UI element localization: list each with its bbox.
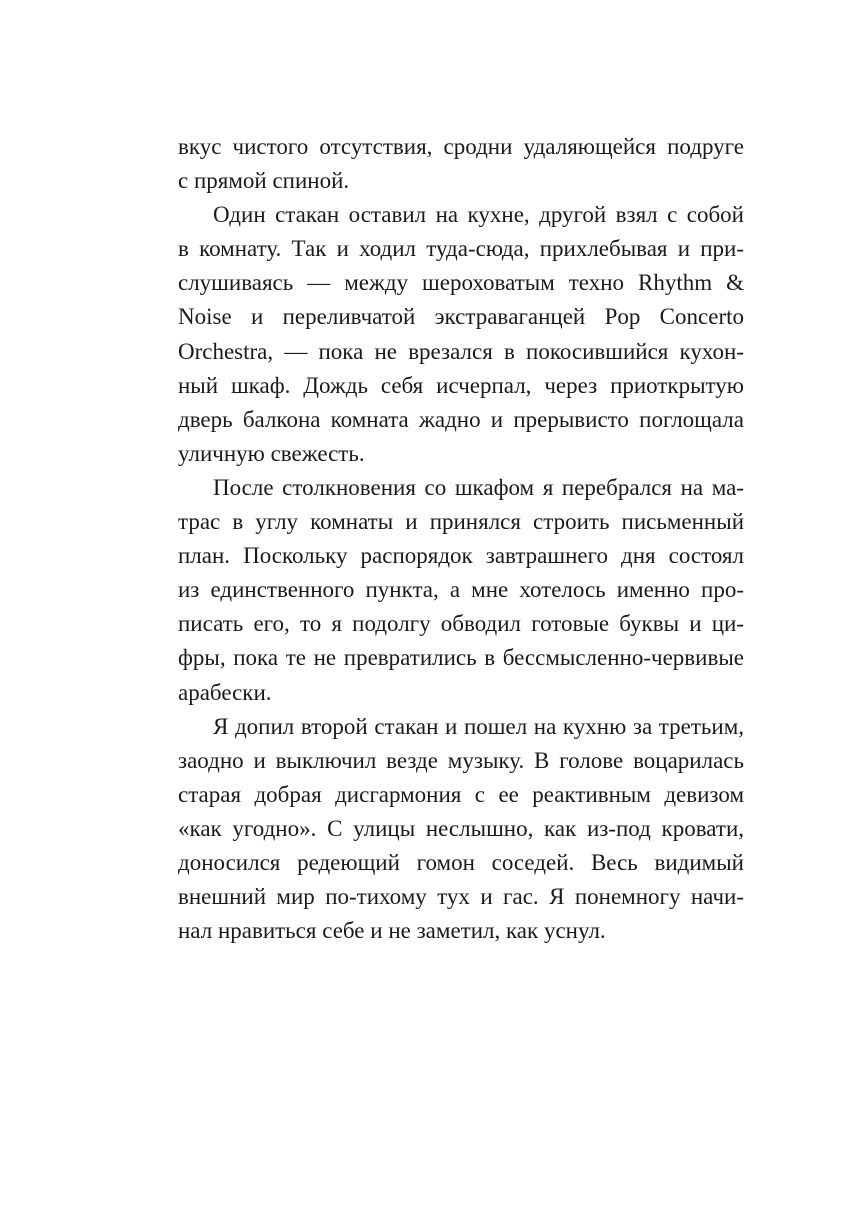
text-line: вкус чистого отсутствия, сродни удаляющейся подруге xyxy=(178,134,744,159)
text-line: внешний мир по-тихому тух и гас. Я понемногу начи- xyxy=(178,884,744,910)
text-line: дверь балкона комната жадно и прерывисто поглощала xyxy=(178,406,744,432)
paragraph-2 xyxy=(178,198,744,471)
text-line: из единственного пункта, а мне хотелось именно про- xyxy=(178,577,744,603)
body-text xyxy=(178,130,744,948)
text-line: ный шкаф. Дождь себя исчерпал, через приоткрытую xyxy=(178,372,744,398)
text-line: нал нравиться себе и не заметил, как уснул. xyxy=(178,918,606,944)
paragraph-3 xyxy=(178,471,744,710)
text-line: доносился редеющий гомон соседей. Весь видимый xyxy=(178,849,744,875)
text-line: слушиваясь — между шероховатым техно Rhythm & xyxy=(178,270,744,296)
text-line: в комнату. Так и ходил туда-сюда, прихлебывая и при- xyxy=(178,236,744,262)
text-line: После столкновения со шкафом я перебрался на ма- xyxy=(213,474,744,500)
paragraph-4 xyxy=(178,710,744,949)
text-line: «как угодно». С улицы неслышно, как из-под кровати, xyxy=(178,815,744,841)
text-line: писать его, то я подолгу обводил готовые буквы и ци- xyxy=(178,611,744,637)
text-line: план. Поскольку распорядок завтрашнего дня состоял xyxy=(178,543,744,569)
text-line: фры, пока те не превратились в бессмысленно-червивые xyxy=(178,645,744,671)
text-line: Orchestra, — пока не врезался в покосившийся кухон- xyxy=(178,338,744,364)
text-line: уличную свежесть. xyxy=(178,440,365,466)
text-line: арабески. xyxy=(178,679,272,705)
text-line: с прямой спиной. xyxy=(178,168,350,194)
paragraph-1 xyxy=(178,130,744,198)
text-line: Я допил второй стакан и пошел на кухню за третьим, xyxy=(213,713,744,739)
text-line: заодно и выключил везде музыку. В голове воцарилась xyxy=(178,747,744,773)
text-line: старая добрая дисгармония с ее реактивным девизом xyxy=(178,781,744,807)
text-line: трас в углу комнаты и принялся строить письменный xyxy=(178,509,744,535)
text-line: Один стакан оставил на кухне, другой взял с собой xyxy=(213,202,744,228)
text-line: Noise и переливчатой экстравaганцей Pop Concerto xyxy=(178,304,744,330)
